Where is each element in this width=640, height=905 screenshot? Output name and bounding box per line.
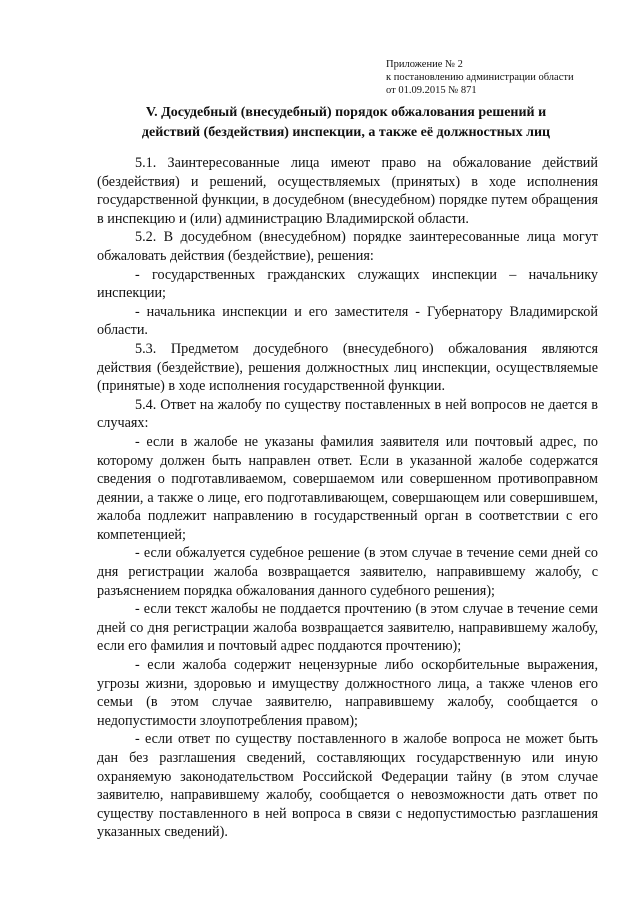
section-title bbox=[96, 103, 596, 143]
appendix-line-number: Приложение № 2 bbox=[386, 59, 463, 70]
list-item-offensive: - если жалоба содержит нецензурные либо оскорбительные выражения, угрозы жизни, здоровью и имуществу должностного лица, а также членов его семьи (в этом случае заявителю, направившему жалобу, сообщается о недопустимости злоупотребления правом); bbox=[97, 657, 598, 729]
paragraph-5-2: 5.2. В досудебном (внесудебном) порядке заинтересованные лица могут обжаловать действия (бездействие), решения: bbox=[97, 229, 598, 264]
list-item-unreadable: - если текст жалобы не поддается прочтению (в этом случае в течение семи дней со дня регистрации жалоба возвращается заявителю, направившему жалобу, если его фамилия и почтовый адрес поддаются прочтению); bbox=[97, 601, 598, 655]
list-item-court-decision: - если обжалуется судебное решение (в этом случае в течение семи дней со дня регистрации жалоба возвращается заявителю, направившему жалобу, с разъяснением порядка обжалования данного судебного решения); bbox=[97, 545, 598, 599]
list-item-head-of-inspection: - начальника инспекции и его заместителя - Губернатору Владимирской области. bbox=[97, 303, 598, 339]
appendix-line-reference: к постановлению администрации области bbox=[386, 72, 574, 83]
paragraph-5-3: 5.3. Предметом досудебного (внесудебного) обжалования являются действия (бездействие), решения должностных лиц инспекции, осуществляемые (принятые) в ходе исполнения государственной функции. bbox=[97, 340, 598, 395]
section-title-line-2: действий (бездействия) инспекции, а также её должностных лиц bbox=[141, 125, 551, 140]
list-item-civil-servants: - государственных гражданских служащих инспекции – начальнику инспекции; bbox=[97, 266, 598, 302]
paragraph-5-1: 5.1. Заинтересованные лица имеют право на обжалование действий (бездействия) и решений, осуществляемых (принятых) в ходе исполнения государственной функции, в досудебном (внесудебном) порядке путем обращения в инспекцию и (или) администрацию Владимирской области. bbox=[97, 155, 598, 227]
appendix-line-date: от 01.09.2015 № 871 bbox=[386, 85, 477, 96]
paragraph-5-4: 5.4. Ответ на жалобу по существу поставленных в ней вопросов не дается в случаях: bbox=[97, 396, 598, 432]
list-item-no-name-address: - если в жалобе не указаны фамилия заявителя или почтовый адрес, по которому должен быть направлен ответ. Если в указанной жалобе содержатся сведения о подготавливаемом, совершаемом или совершенном противоправном деянии, а также о лице, его подготавливающем, совершающем или совершившем, жалоба подлежит направлению в государственный орган в соответствии с его компетенцией; bbox=[97, 433, 598, 543]
list-item-secret-info: - если ответ по существу поставленного в жалобе вопроса не может быть дан без разглашения сведений, составляющих государственную или иную охраняемую законодательством Российской Федерации тайну (в этом случае заявителю, направившему жалобу, сообщается о невозможности дать ответ по существу поставленного в ней вопроса в связи с недопустимостью разглашения указанных сведений). bbox=[97, 731, 598, 841]
document-body bbox=[97, 154, 598, 842]
appendix-header bbox=[386, 58, 626, 97]
section-title-line-1: V. Досудебный (внесудебный) порядок обжалования решений и bbox=[145, 105, 547, 120]
